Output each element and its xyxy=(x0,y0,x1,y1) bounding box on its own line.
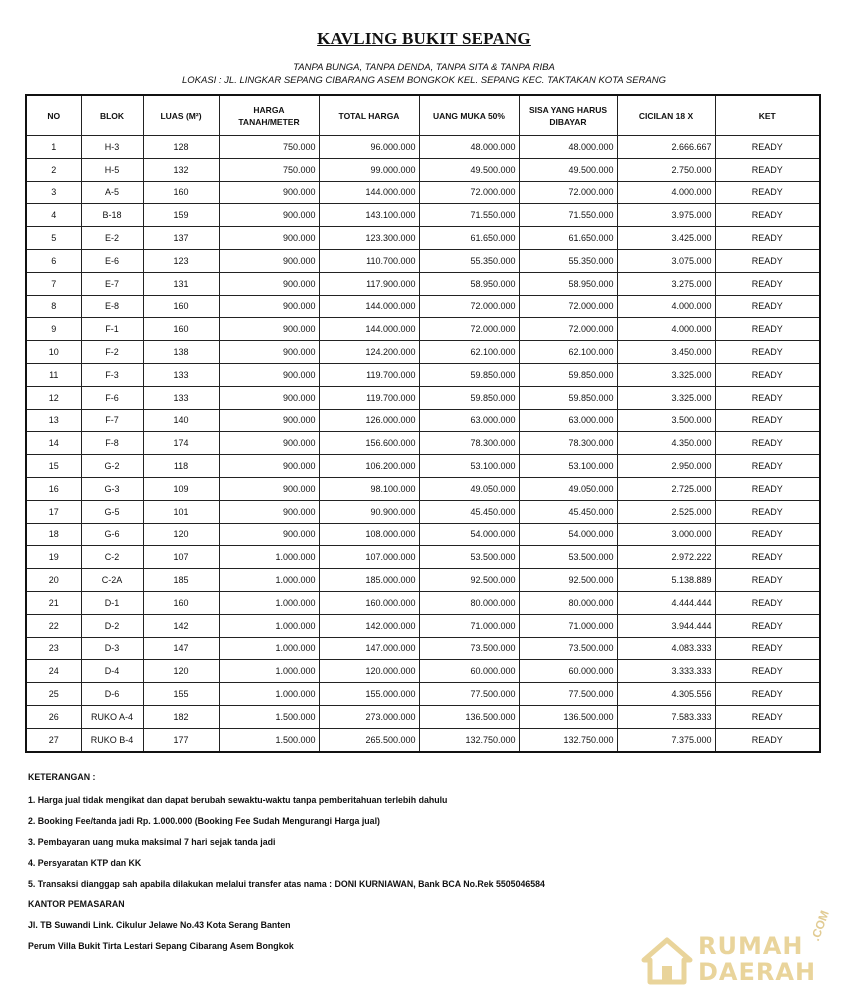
cell-uang-muka: 77.500.000 xyxy=(419,683,519,706)
cell-uang-muka: 59.850.000 xyxy=(419,386,519,409)
cell-ket: READY xyxy=(715,318,820,341)
cell-sisa: 55.350.000 xyxy=(519,249,617,272)
cell-sisa: 62.100.000 xyxy=(519,341,617,364)
cell-total-harga: 119.700.000 xyxy=(319,363,419,386)
cell-blok: F-8 xyxy=(81,432,143,455)
table-row xyxy=(26,523,820,546)
cell-no: 21 xyxy=(26,591,81,614)
cell-luas: 160 xyxy=(143,591,219,614)
notes-heading: KETERANGAN : xyxy=(28,772,96,782)
cell-ket: READY xyxy=(715,569,820,592)
cell-luas: 159 xyxy=(143,204,219,227)
cell-harga-meter: 1.000.000 xyxy=(219,683,319,706)
price-table xyxy=(25,94,821,753)
cell-cicilan: 2.950.000 xyxy=(617,455,715,478)
cell-blok: F-3 xyxy=(81,363,143,386)
cell-blok: F-2 xyxy=(81,341,143,364)
cell-blok: D-6 xyxy=(81,683,143,706)
cell-no: 19 xyxy=(26,546,81,569)
subtitle-location: LOKASI : JL. LINGKAR SEPANG CIBARANG ASEM BONGKOK KEL. SEPANG KEC. TAKTAKAN KOTA SERANG xyxy=(181,75,667,86)
cell-cicilan: 2.972.222 xyxy=(617,546,715,569)
cell-no: 6 xyxy=(26,249,81,272)
cell-no: 4 xyxy=(26,204,81,227)
cell-no: 26 xyxy=(26,705,81,728)
cell-luas: 107 xyxy=(143,546,219,569)
cell-luas: 120 xyxy=(143,660,219,683)
cell-uang-muka: 53.500.000 xyxy=(419,546,519,569)
cell-sisa: 72.000.000 xyxy=(519,318,617,341)
cell-no: 15 xyxy=(26,455,81,478)
cell-uang-muka: 61.650.000 xyxy=(419,227,519,250)
table-row xyxy=(26,272,820,295)
cell-cicilan: 4.305.556 xyxy=(617,683,715,706)
house-icon xyxy=(640,936,694,986)
cell-uang-muka: 45.450.000 xyxy=(419,500,519,523)
cell-luas: 138 xyxy=(143,341,219,364)
cell-ket: READY xyxy=(715,227,820,250)
cell-cicilan: 2.666.667 xyxy=(617,136,715,159)
cell-uang-muka: 71.000.000 xyxy=(419,614,519,637)
cell-ket: READY xyxy=(715,158,820,181)
table-row xyxy=(26,432,820,455)
cell-no: 11 xyxy=(26,363,81,386)
cell-blok: E-8 xyxy=(81,295,143,318)
page-title: KAVLING BUKIT SEPANG xyxy=(317,29,531,48)
cell-luas: 185 xyxy=(143,569,219,592)
cell-sisa: 53.500.000 xyxy=(519,546,617,569)
table-header-row xyxy=(26,95,820,136)
cell-total-harga: 120.000.000 xyxy=(319,660,419,683)
cell-harga-meter: 1.500.000 xyxy=(219,705,319,728)
cell-total-harga: 147.000.000 xyxy=(319,637,419,660)
table-row xyxy=(26,204,820,227)
cell-blok: B-18 xyxy=(81,204,143,227)
cell-ket: READY xyxy=(715,637,820,660)
cell-luas: 182 xyxy=(143,705,219,728)
cell-harga-meter: 1.000.000 xyxy=(219,614,319,637)
cell-cicilan: 3.000.000 xyxy=(617,523,715,546)
note-item: 2. Booking Fee/tanda jadi Rp. 1.000.000 (Booking Fee Sudah Mengurangi Harga jual) xyxy=(28,816,380,826)
table-row xyxy=(26,591,820,614)
cell-sisa: 132.750.000 xyxy=(519,728,617,751)
cell-no: 5 xyxy=(26,227,81,250)
cell-luas: 133 xyxy=(143,363,219,386)
cell-ket: READY xyxy=(715,500,820,523)
cell-harga-meter: 900.000 xyxy=(219,386,319,409)
cell-total-harga: 265.500.000 xyxy=(319,728,419,751)
cell-no: 22 xyxy=(26,614,81,637)
cell-cicilan: 3.975.000 xyxy=(617,204,715,227)
cell-no: 13 xyxy=(26,409,81,432)
cell-luas: 118 xyxy=(143,455,219,478)
note-item: 1. Harga jual tidak mengikat dan dapat berubah sewaktu-waktu tanpa pemberitahuan terlebih dahulu xyxy=(28,795,448,805)
cell-uang-muka: 49.500.000 xyxy=(419,158,519,181)
cell-cicilan: 3.333.333 xyxy=(617,660,715,683)
cell-harga-meter: 1.000.000 xyxy=(219,660,319,683)
cell-sisa: 49.050.000 xyxy=(519,477,617,500)
cell-harga-meter: 900.000 xyxy=(219,341,319,364)
cell-total-harga: 143.100.000 xyxy=(319,204,419,227)
table-row xyxy=(26,705,820,728)
cell-harga-meter: 750.000 xyxy=(219,158,319,181)
cell-sisa: 63.000.000 xyxy=(519,409,617,432)
cell-blok: F-1 xyxy=(81,318,143,341)
cell-luas: 140 xyxy=(143,409,219,432)
cell-harga-meter: 900.000 xyxy=(219,227,319,250)
cell-luas: 128 xyxy=(143,136,219,159)
cell-harga-meter: 900.000 xyxy=(219,432,319,455)
cell-blok: E-7 xyxy=(81,272,143,295)
cell-cicilan: 2.725.000 xyxy=(617,477,715,500)
cell-total-harga: 123.300.000 xyxy=(319,227,419,250)
cell-harga-meter: 900.000 xyxy=(219,295,319,318)
cell-blok: RUKO A-4 xyxy=(81,705,143,728)
cell-total-harga: 108.000.000 xyxy=(319,523,419,546)
cell-harga-meter: 900.000 xyxy=(219,500,319,523)
cell-luas: 174 xyxy=(143,432,219,455)
cell-blok: E-6 xyxy=(81,249,143,272)
column-header: TOTAL HARGA xyxy=(319,95,419,136)
cell-cicilan: 3.325.000 xyxy=(617,386,715,409)
column-header: SISA YANG HARUS DIBAYAR xyxy=(519,95,617,136)
cell-luas: 155 xyxy=(143,683,219,706)
cell-sisa: 73.500.000 xyxy=(519,637,617,660)
subtitle-terms: TANPA BUNGA, TANPA DENDA, TANPA SITA & TANPA RIBA xyxy=(293,62,555,73)
cell-ket: READY xyxy=(715,363,820,386)
cell-ket: READY xyxy=(715,181,820,204)
cell-uang-muka: 80.000.000 xyxy=(419,591,519,614)
cell-luas: 131 xyxy=(143,272,219,295)
cell-sisa: 59.850.000 xyxy=(519,386,617,409)
cell-sisa: 71.550.000 xyxy=(519,204,617,227)
cell-cicilan: 3.944.444 xyxy=(617,614,715,637)
table-row xyxy=(26,569,820,592)
cell-sisa: 61.650.000 xyxy=(519,227,617,250)
column-header: UANG MUKA 50% xyxy=(419,95,519,136)
cell-total-harga: 155.000.000 xyxy=(319,683,419,706)
cell-ket: READY xyxy=(715,204,820,227)
cell-no: 17 xyxy=(26,500,81,523)
cell-uang-muka: 72.000.000 xyxy=(419,295,519,318)
column-header: NO xyxy=(26,95,81,136)
cell-no: 20 xyxy=(26,569,81,592)
cell-harga-meter: 1.000.000 xyxy=(219,569,319,592)
cell-ket: READY xyxy=(715,614,820,637)
cell-blok: C-2A xyxy=(81,569,143,592)
cell-blok: G-3 xyxy=(81,477,143,500)
note-item: 4. Persyaratan KTP dan KK xyxy=(28,858,142,868)
watermark-suffix: .COM xyxy=(808,908,832,943)
cell-total-harga: 117.900.000 xyxy=(319,272,419,295)
cell-blok: G-2 xyxy=(81,455,143,478)
cell-total-harga: 99.000.000 xyxy=(319,158,419,181)
cell-uang-muka: 72.000.000 xyxy=(419,318,519,341)
cell-harga-meter: 900.000 xyxy=(219,318,319,341)
cell-harga-meter: 900.000 xyxy=(219,523,319,546)
cell-uang-muka: 73.500.000 xyxy=(419,637,519,660)
watermark-line2: DAERAH xyxy=(698,958,817,986)
cell-sisa: 136.500.000 xyxy=(519,705,617,728)
cell-blok: D-3 xyxy=(81,637,143,660)
cell-blok: E-2 xyxy=(81,227,143,250)
office-heading: KANTOR PEMASARAN xyxy=(28,899,125,909)
cell-harga-meter: 900.000 xyxy=(219,477,319,500)
cell-ket: READY xyxy=(715,591,820,614)
cell-luas: 132 xyxy=(143,158,219,181)
cell-uang-muka: 55.350.000 xyxy=(419,249,519,272)
cell-ket: READY xyxy=(715,728,820,751)
cell-harga-meter: 900.000 xyxy=(219,455,319,478)
cell-harga-meter: 900.000 xyxy=(219,409,319,432)
cell-uang-muka: 58.950.000 xyxy=(419,272,519,295)
cell-blok: RUKO B-4 xyxy=(81,728,143,751)
cell-total-harga: 185.000.000 xyxy=(319,569,419,592)
cell-total-harga: 106.200.000 xyxy=(319,455,419,478)
cell-no: 24 xyxy=(26,660,81,683)
cell-total-harga: 273.000.000 xyxy=(319,705,419,728)
cell-uang-muka: 136.500.000 xyxy=(419,705,519,728)
cell-uang-muka: 71.550.000 xyxy=(419,204,519,227)
cell-cicilan: 2.750.000 xyxy=(617,158,715,181)
cell-cicilan: 4.350.000 xyxy=(617,432,715,455)
cell-ket: READY xyxy=(715,272,820,295)
cell-blok: G-5 xyxy=(81,500,143,523)
cell-cicilan: 3.075.000 xyxy=(617,249,715,272)
cell-ket: READY xyxy=(715,523,820,546)
cell-cicilan: 3.500.000 xyxy=(617,409,715,432)
cell-blok: H-5 xyxy=(81,158,143,181)
table-row xyxy=(26,227,820,250)
cell-ket: READY xyxy=(715,409,820,432)
cell-sisa: 77.500.000 xyxy=(519,683,617,706)
table-row xyxy=(26,683,820,706)
cell-luas: 101 xyxy=(143,500,219,523)
cell-sisa: 60.000.000 xyxy=(519,660,617,683)
table-row xyxy=(26,455,820,478)
cell-blok: D-1 xyxy=(81,591,143,614)
cell-cicilan: 3.325.000 xyxy=(617,363,715,386)
cell-uang-muka: 92.500.000 xyxy=(419,569,519,592)
cell-total-harga: 126.000.000 xyxy=(319,409,419,432)
cell-total-harga: 96.000.000 xyxy=(319,136,419,159)
cell-total-harga: 107.000.000 xyxy=(319,546,419,569)
cell-harga-meter: 900.000 xyxy=(219,181,319,204)
cell-sisa: 72.000.000 xyxy=(519,181,617,204)
cell-luas: 177 xyxy=(143,728,219,751)
cell-no: 23 xyxy=(26,637,81,660)
table-row xyxy=(26,614,820,637)
cell-uang-muka: 53.100.000 xyxy=(419,455,519,478)
cell-sisa: 48.000.000 xyxy=(519,136,617,159)
cell-harga-meter: 900.000 xyxy=(219,204,319,227)
cell-uang-muka: 78.300.000 xyxy=(419,432,519,455)
cell-blok: G-6 xyxy=(81,523,143,546)
table-row xyxy=(26,295,820,318)
cell-luas: 147 xyxy=(143,637,219,660)
table-body xyxy=(26,136,820,752)
cell-total-harga: 124.200.000 xyxy=(319,341,419,364)
cell-cicilan: 5.138.889 xyxy=(617,569,715,592)
cell-uang-muka: 49.050.000 xyxy=(419,477,519,500)
cell-cicilan: 2.525.000 xyxy=(617,500,715,523)
column-header: KET xyxy=(715,95,820,136)
cell-blok: H-3 xyxy=(81,136,143,159)
cell-cicilan: 4.083.333 xyxy=(617,637,715,660)
cell-cicilan: 3.425.000 xyxy=(617,227,715,250)
cell-luas: 160 xyxy=(143,295,219,318)
table-row xyxy=(26,637,820,660)
table-row xyxy=(26,363,820,386)
cell-total-harga: 98.100.000 xyxy=(319,477,419,500)
cell-sisa: 92.500.000 xyxy=(519,569,617,592)
cell-ket: READY xyxy=(715,295,820,318)
cell-no: 2 xyxy=(26,158,81,181)
cell-luas: 160 xyxy=(143,181,219,204)
cell-cicilan: 4.000.000 xyxy=(617,295,715,318)
cell-total-harga: 144.000.000 xyxy=(319,318,419,341)
cell-uang-muka: 48.000.000 xyxy=(419,136,519,159)
cell-no: 7 xyxy=(26,272,81,295)
cell-no: 16 xyxy=(26,477,81,500)
cell-ket: READY xyxy=(715,249,820,272)
table-row xyxy=(26,660,820,683)
cell-uang-muka: 63.000.000 xyxy=(419,409,519,432)
cell-total-harga: 160.000.000 xyxy=(319,591,419,614)
cell-total-harga: 144.000.000 xyxy=(319,295,419,318)
cell-sisa: 72.000.000 xyxy=(519,295,617,318)
cell-total-harga: 142.000.000 xyxy=(319,614,419,637)
cell-no: 9 xyxy=(26,318,81,341)
cell-total-harga: 90.900.000 xyxy=(319,500,419,523)
cell-ket: READY xyxy=(715,341,820,364)
cell-ket: READY xyxy=(715,455,820,478)
cell-harga-meter: 1.000.000 xyxy=(219,591,319,614)
cell-ket: READY xyxy=(715,477,820,500)
cell-ket: READY xyxy=(715,386,820,409)
table-row xyxy=(26,158,820,181)
column-header: CICILAN 18 X xyxy=(617,95,715,136)
cell-harga-meter: 900.000 xyxy=(219,272,319,295)
cell-blok: F-7 xyxy=(81,409,143,432)
note-item: 3. Pembayaran uang muka maksimal 7 hari sejak tanda jadi xyxy=(28,837,276,847)
cell-ket: READY xyxy=(715,432,820,455)
cell-cicilan: 3.450.000 xyxy=(617,341,715,364)
cell-sisa: 54.000.000 xyxy=(519,523,617,546)
cell-no: 1 xyxy=(26,136,81,159)
table-row xyxy=(26,136,820,159)
watermark-line1: RUMAH xyxy=(698,932,804,960)
cell-luas: 137 xyxy=(143,227,219,250)
cell-cicilan: 4.444.444 xyxy=(617,591,715,614)
cell-no: 25 xyxy=(26,683,81,706)
cell-harga-meter: 1.000.000 xyxy=(219,637,319,660)
cell-cicilan: 7.583.333 xyxy=(617,705,715,728)
cell-sisa: 58.950.000 xyxy=(519,272,617,295)
cell-luas: 109 xyxy=(143,477,219,500)
cell-uang-muka: 132.750.000 xyxy=(419,728,519,751)
cell-sisa: 71.000.000 xyxy=(519,614,617,637)
cell-harga-meter: 1.000.000 xyxy=(219,546,319,569)
table-row xyxy=(26,409,820,432)
table-row xyxy=(26,728,820,751)
cell-cicilan: 4.000.000 xyxy=(617,318,715,341)
cell-no: 10 xyxy=(26,341,81,364)
cell-harga-meter: 750.000 xyxy=(219,136,319,159)
cell-blok: D-2 xyxy=(81,614,143,637)
column-header: LUAS (M²) xyxy=(143,95,219,136)
column-header: HARGA TANAH/METER xyxy=(219,95,319,136)
cell-sisa: 59.850.000 xyxy=(519,363,617,386)
cell-harga-meter: 900.000 xyxy=(219,249,319,272)
cell-sisa: 45.450.000 xyxy=(519,500,617,523)
table-row xyxy=(26,477,820,500)
cell-harga-meter: 900.000 xyxy=(219,363,319,386)
cell-uang-muka: 59.850.000 xyxy=(419,363,519,386)
cell-cicilan: 3.275.000 xyxy=(617,272,715,295)
cell-no: 3 xyxy=(26,181,81,204)
table-row xyxy=(26,546,820,569)
cell-sisa: 49.500.000 xyxy=(519,158,617,181)
cell-uang-muka: 60.000.000 xyxy=(419,660,519,683)
cell-luas: 123 xyxy=(143,249,219,272)
cell-no: 12 xyxy=(26,386,81,409)
cell-harga-meter: 1.500.000 xyxy=(219,728,319,751)
table-row xyxy=(26,181,820,204)
cell-no: 8 xyxy=(26,295,81,318)
office-address: Perum Villa Bukit Tirta Lestari Sepang Cibarang Asem Bongkok xyxy=(28,941,294,951)
cell-ket: READY xyxy=(715,705,820,728)
cell-sisa: 80.000.000 xyxy=(519,591,617,614)
table-row xyxy=(26,318,820,341)
cell-luas: 142 xyxy=(143,614,219,637)
cell-no: 27 xyxy=(26,728,81,751)
cell-uang-muka: 54.000.000 xyxy=(419,523,519,546)
cell-ket: READY xyxy=(715,136,820,159)
cell-cicilan: 7.375.000 xyxy=(617,728,715,751)
cell-no: 18 xyxy=(26,523,81,546)
cell-total-harga: 144.000.000 xyxy=(319,181,419,204)
cell-blok: D-4 xyxy=(81,660,143,683)
cell-uang-muka: 62.100.000 xyxy=(419,341,519,364)
office-address: Jl. TB Suwandi Link. Cikulur Jelawe No.43 Kota Serang Banten xyxy=(28,920,291,930)
watermark-logo xyxy=(640,908,840,992)
cell-blok: A-5 xyxy=(81,181,143,204)
table-row xyxy=(26,500,820,523)
cell-total-harga: 156.600.000 xyxy=(319,432,419,455)
cell-total-harga: 119.700.000 xyxy=(319,386,419,409)
table-row xyxy=(26,386,820,409)
cell-luas: 120 xyxy=(143,523,219,546)
note-item: 5. Transaksi dianggap sah apabila dilakukan melalui transfer atas nama : DONI KURNIAWAN, Bank BCA No.Rek 5505046584 xyxy=(28,879,545,889)
cell-luas: 160 xyxy=(143,318,219,341)
cell-sisa: 53.100.000 xyxy=(519,455,617,478)
cell-blok: F-6 xyxy=(81,386,143,409)
table-row xyxy=(26,249,820,272)
cell-ket: READY xyxy=(715,660,820,683)
cell-blok: C-2 xyxy=(81,546,143,569)
cell-ket: READY xyxy=(715,546,820,569)
table-row xyxy=(26,341,820,364)
cell-no: 14 xyxy=(26,432,81,455)
cell-cicilan: 4.000.000 xyxy=(617,181,715,204)
column-header: BLOK xyxy=(81,95,143,136)
cell-uang-muka: 72.000.000 xyxy=(419,181,519,204)
cell-total-harga: 110.700.000 xyxy=(319,249,419,272)
cell-sisa: 78.300.000 xyxy=(519,432,617,455)
cell-luas: 133 xyxy=(143,386,219,409)
cell-ket: READY xyxy=(715,683,820,706)
